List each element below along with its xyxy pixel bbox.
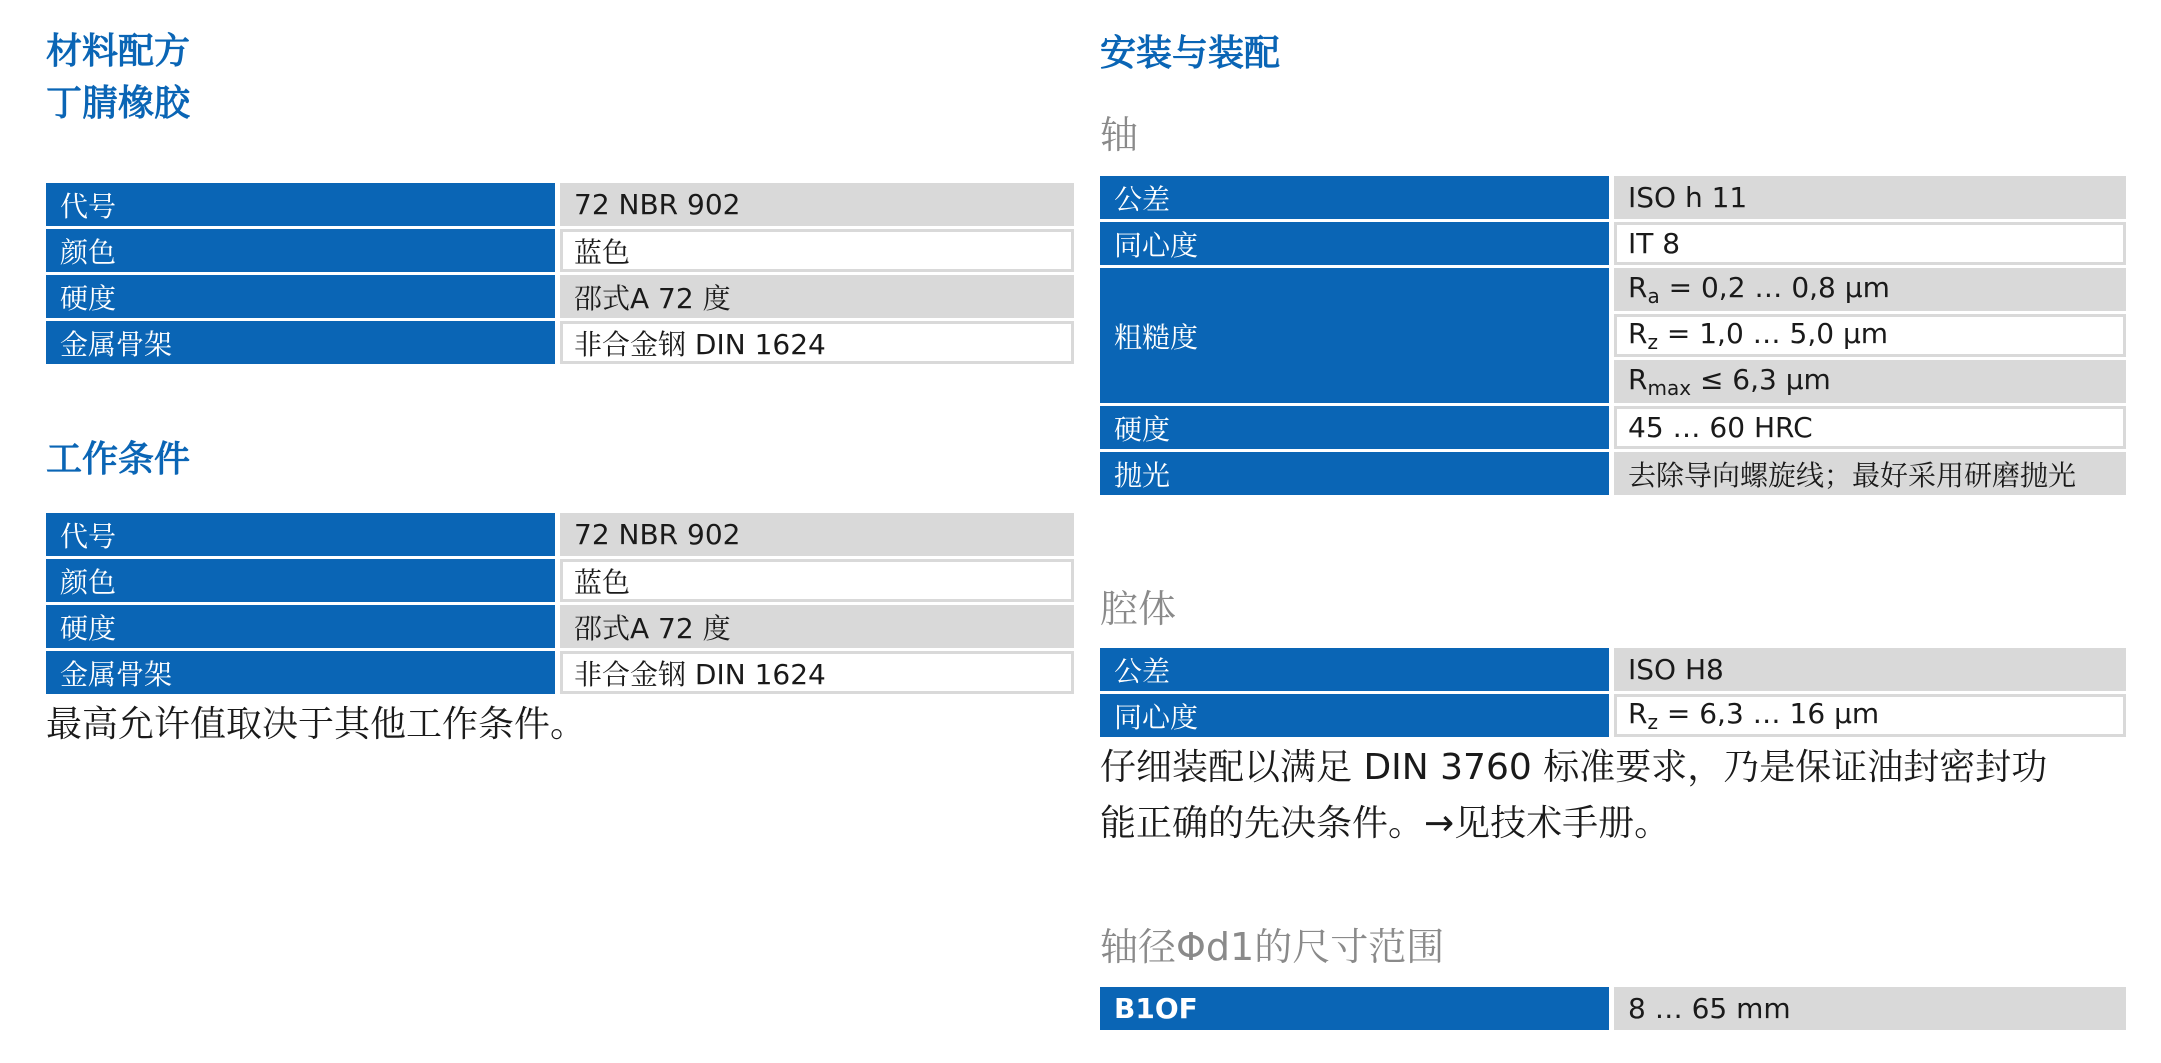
ra-symbol: R <box>1628 271 1648 304</box>
table-row <box>46 183 1074 226</box>
working-value-hardness: 邵式A 72 度 <box>560 605 1074 648</box>
working-key-color: 颜色 <box>46 559 560 602</box>
shaft-table <box>1100 173 2126 498</box>
housing-key-tolerance: 公差 <box>1100 648 1614 691</box>
table-row <box>46 275 1074 318</box>
shaft-value-hardness: 45 … 60 HRC <box>1614 406 2126 449</box>
range-key: B1OF <box>1100 987 1614 1030</box>
shaft-value-concentricity: IT 8 <box>1614 222 2126 265</box>
housing-value-tolerance: ISO H8 <box>1614 648 2126 691</box>
material-key-hardness: 硬度 <box>46 275 560 318</box>
housing-rz-range: = 6,3 … 16 µm <box>1657 697 1880 730</box>
housing-value-rz <box>1614 694 2126 737</box>
rmax-subscript: max <box>1647 376 1692 400</box>
table-row <box>1100 222 2126 265</box>
working-value-code: 72 NBR 902 <box>560 513 1074 556</box>
working-table <box>46 510 1074 697</box>
material-table <box>46 180 1074 367</box>
table-row <box>1100 452 2126 495</box>
material-key-color: 颜色 <box>46 229 560 272</box>
assembly-note-line2: 能正确的先决条件。→见技术手册。 <box>1100 803 1671 844</box>
shaft-value-rmax <box>1614 360 2126 403</box>
assembly-note-line1: 仔细装配以满足 DIN 3760 标准要求，乃是保证油封密封功 <box>1100 747 2048 788</box>
shaft-value-tolerance: ISO h 11 <box>1614 176 2126 219</box>
shaft-value-rz <box>1614 314 2126 357</box>
working-value-insert: 非合金钢 DIN 1624 <box>560 651 1074 694</box>
working-value-color: 蓝色 <box>560 559 1074 602</box>
rz-symbol: R <box>1628 317 1648 350</box>
rz-range: = 1,0 … 5,0 µm <box>1657 317 1889 350</box>
shaft-key-roughness: 粗糙度 <box>1100 268 1614 403</box>
shaft-key-hardness: 硬度 <box>1100 406 1614 449</box>
working-key-insert: 金属骨架 <box>46 651 560 694</box>
shaft-key-tolerance: 公差 <box>1100 176 1614 219</box>
table-row <box>46 605 1074 648</box>
table-row <box>1100 694 2126 737</box>
shaft-title: 轴 <box>1100 113 1139 157</box>
table-row <box>1100 648 2126 691</box>
shaft-value-ra <box>1614 268 2126 311</box>
table-row <box>46 229 1074 272</box>
housing-rz-subscript: z <box>1647 710 1658 734</box>
shaft-key-polish: 抛光 <box>1100 452 1614 495</box>
shaft-key-concentricity: 同心度 <box>1100 222 1614 265</box>
housing-rz-symbol: R <box>1628 697 1648 730</box>
range-title: 轴径Φd1的尺寸范围 <box>1100 925 1445 969</box>
material-title-line1: 材料配方 <box>46 31 191 72</box>
rmax-range: ≤ 6,3 µm <box>1691 363 1831 396</box>
rmax-symbol: R <box>1628 363 1648 396</box>
material-value-hardness: 邵式A 72 度 <box>560 275 1074 318</box>
working-key-code: 代号 <box>46 513 560 556</box>
assembly-title: 安装与装配 <box>1100 33 1281 74</box>
housing-key-concentricity: 同心度 <box>1100 694 1614 737</box>
range-value: 8 … 65 mm <box>1614 987 2126 1030</box>
table-row <box>46 513 1074 556</box>
table-row <box>46 321 1074 364</box>
working-note: 最高允许值取决于其他工作条件。 <box>46 704 587 745</box>
ra-range: = 0,2 … 0,8 µm <box>1659 271 1890 304</box>
material-value-code: 72 NBR 902 <box>560 183 1074 226</box>
rz-subscript: z <box>1647 330 1658 354</box>
table-row <box>1100 406 2126 449</box>
housing-title: 腔体 <box>1100 587 1177 631</box>
shaft-value-polish: 去除导向螺旋线；最好采用研磨抛光 <box>1614 452 2126 495</box>
material-key-insert: 金属骨架 <box>46 321 560 364</box>
working-key-hardness: 硬度 <box>46 605 560 648</box>
material-key-code: 代号 <box>46 183 560 226</box>
table-row <box>1100 268 2126 311</box>
range-table <box>1100 984 2126 1033</box>
material-value-insert: 非合金钢 DIN 1624 <box>560 321 1074 364</box>
ra-subscript: a <box>1647 284 1660 308</box>
table-row <box>1100 176 2126 219</box>
material-value-color: 蓝色 <box>560 229 1074 272</box>
material-title-line2: 丁腈橡胶 <box>46 83 191 124</box>
table-row <box>46 559 1074 602</box>
assembly-note <box>1100 740 2047 852</box>
housing-table <box>1100 645 2126 740</box>
table-row <box>1100 987 2126 1030</box>
working-title: 工作条件 <box>46 439 191 480</box>
table-row <box>46 651 1074 694</box>
material-title <box>46 26 190 130</box>
